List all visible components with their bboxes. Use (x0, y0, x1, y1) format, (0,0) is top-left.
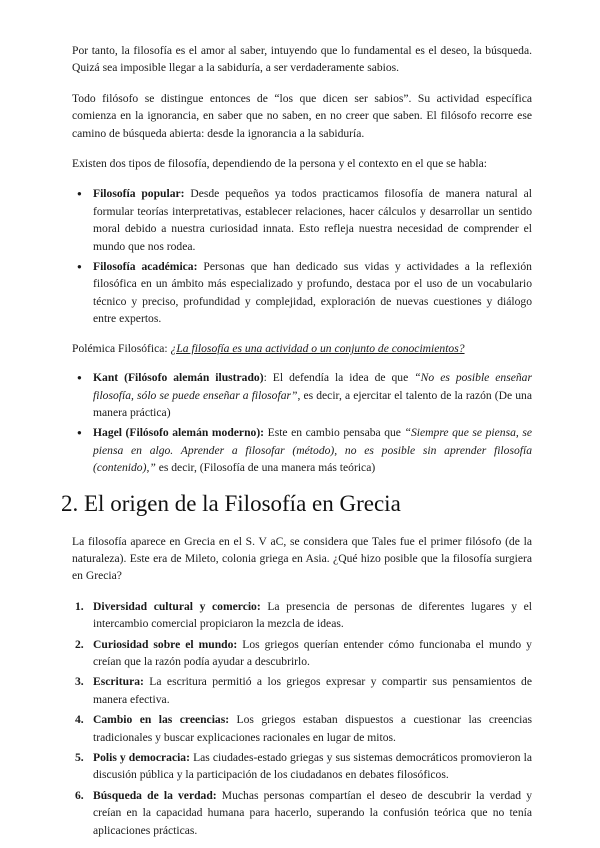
polemica-label: Polémica Filosófica: (72, 341, 171, 355)
factor-number: 1. (75, 599, 84, 613)
factor-text: Muchas personas compartían el deseo de descubrir la verdad y creían en la capacidad humana para hacerlo, superando la confusión teórica que no tenía aplicaciones prácticas. (93, 788, 532, 837)
factor-number: 2. (75, 637, 84, 651)
factor-text: La presencia de personas de diferentes lugares y el intercambio comercial propiciaron la mezcla de ideas. (93, 599, 532, 631)
list-item-hagel (93, 424, 532, 476)
factor-item (75, 749, 533, 784)
polemica-line (72, 340, 532, 357)
quote-kant: “No es posible enseñar filosofía, sólo se puede enseñar a filosofar” (93, 371, 532, 402)
name-kant: Kant (Filósofo alemán ilustrado) (93, 371, 264, 385)
list-item-academica (93, 258, 532, 328)
philosophy-types-list (72, 185, 532, 327)
intro-paragraph-3: Existen dos tipos de filosofía, dependiendo de la persona y el contexto en el que se habla: (72, 157, 488, 171)
factors-list (72, 598, 532, 839)
post-kant: , es decir, a ejercitar el talento de la razón (De una manera práctica) (93, 388, 533, 419)
factor-text: La escritura permitió a los griegos expresar y compartir sus pensamientos de manera efectiva. (93, 675, 532, 706)
pre-hagel: Este en cambio pensaba que (264, 426, 405, 440)
factor-text: Los griegos estaban dispuestos a cuestionar las creencias tradicionales y buscar explicaciones racionales en lugar de mitos. (93, 713, 532, 744)
pre-kant: : El defendía la idea de que (263, 371, 415, 385)
intro-paragraph-1: Por tanto, la filosofía es el amor al saber, intuyendo que lo fundamental es el deseo, la búsqueda. Quizá sea imposible llegar a la sabiduría, a ser verdaderamente sabios. (72, 44, 532, 75)
intro-paragraph-2: Todo filósofo se distingue entonces de “los que dicen ser sabios”. Su actividad específica comienza en la ignorancia, en saber que no saben, en no creer que saben. El filósofo recorre ese camino de búsqueda abierta: desde la ignorancia a la sabiduría. (72, 91, 532, 140)
section-intro: La filosofía aparece en Grecia en el S. V aC, se considera que Tales fue el primer filósofo (de la naturaleza). Este era de Mileto, colonia griega en Asia. ¿Qué hizo posible que la filosofía surgiera en Grecia? (72, 534, 532, 583)
factor-term: Búsqueda de la verdad: (93, 788, 217, 802)
factor-number: 4. (75, 713, 84, 727)
factor-term: Diversidad cultural y comercio: (93, 599, 261, 613)
list-item-kant (93, 369, 532, 421)
factor-text: Las ciudades-estado griegas y sus sistemas democráticos promovieron la discusión pública y la participación de los ciudadanos en debates filosóficos. (93, 751, 533, 782)
factor-term: Cambio en las creencias: (93, 713, 230, 727)
post-hagel: es decir, (Filosofía de una manera más teórica) (155, 461, 376, 475)
term-academica: Filosofía académica: (93, 260, 198, 274)
term-popular: Filosofía popular: (93, 187, 185, 201)
quote-hagel: “Siempre que se piensa, se piensa en algo. Aprender a filosofar (método), no es posible sin aprender filosofía (contenido),” (93, 426, 533, 475)
factor-item (75, 673, 532, 708)
factor-item (75, 598, 532, 633)
factor-term: Polis y democracia: (93, 751, 190, 764)
desc-popular: Desde pequeños ya todos practicamos filosofía de manera natural al formular teorías interpretativas, establecer relaciones, hacer cálculos y desarrollar un sentido moral debido a nuestra curiosidad innata. Esto refleja nuestra necesidad de comprender el mundo que nos rodea. (93, 187, 532, 253)
philosophers-list (72, 369, 532, 476)
factor-number: 6. (75, 788, 84, 802)
name-hagel: Hagel (Filósofo alemán moderno): (93, 426, 265, 440)
factor-text: Los griegos querían entender cómo funcionaba el mundo y creían que la razón podía ayudar a descubrirlo. (93, 637, 532, 668)
list-item-popular (93, 185, 532, 255)
factor-item (75, 787, 532, 839)
factor-item (75, 711, 532, 746)
polemica-question: ¿La filosofía es una actividad o un conjunto de conocimientos? (170, 341, 465, 355)
factor-number: 3. (75, 675, 84, 689)
factor-term: Curiosidad sobre el mundo: (93, 637, 238, 651)
factor-number: 5. (75, 751, 84, 764)
factor-term: Escritura: (93, 675, 144, 689)
factor-item (75, 636, 532, 671)
section-heading: 2. El origen de la Filosofía en Grecia (61, 490, 401, 516)
desc-academica: Personas que han dedicado sus vidas y actividades a la reflexión filosófica en un ámbito más especializado y profundo, destaca por el uso de un vocabulario técnico y preciso, profundidad y complejidad, exploración de nuevas cuestiones y diálogo entre expertos. (93, 260, 532, 326)
